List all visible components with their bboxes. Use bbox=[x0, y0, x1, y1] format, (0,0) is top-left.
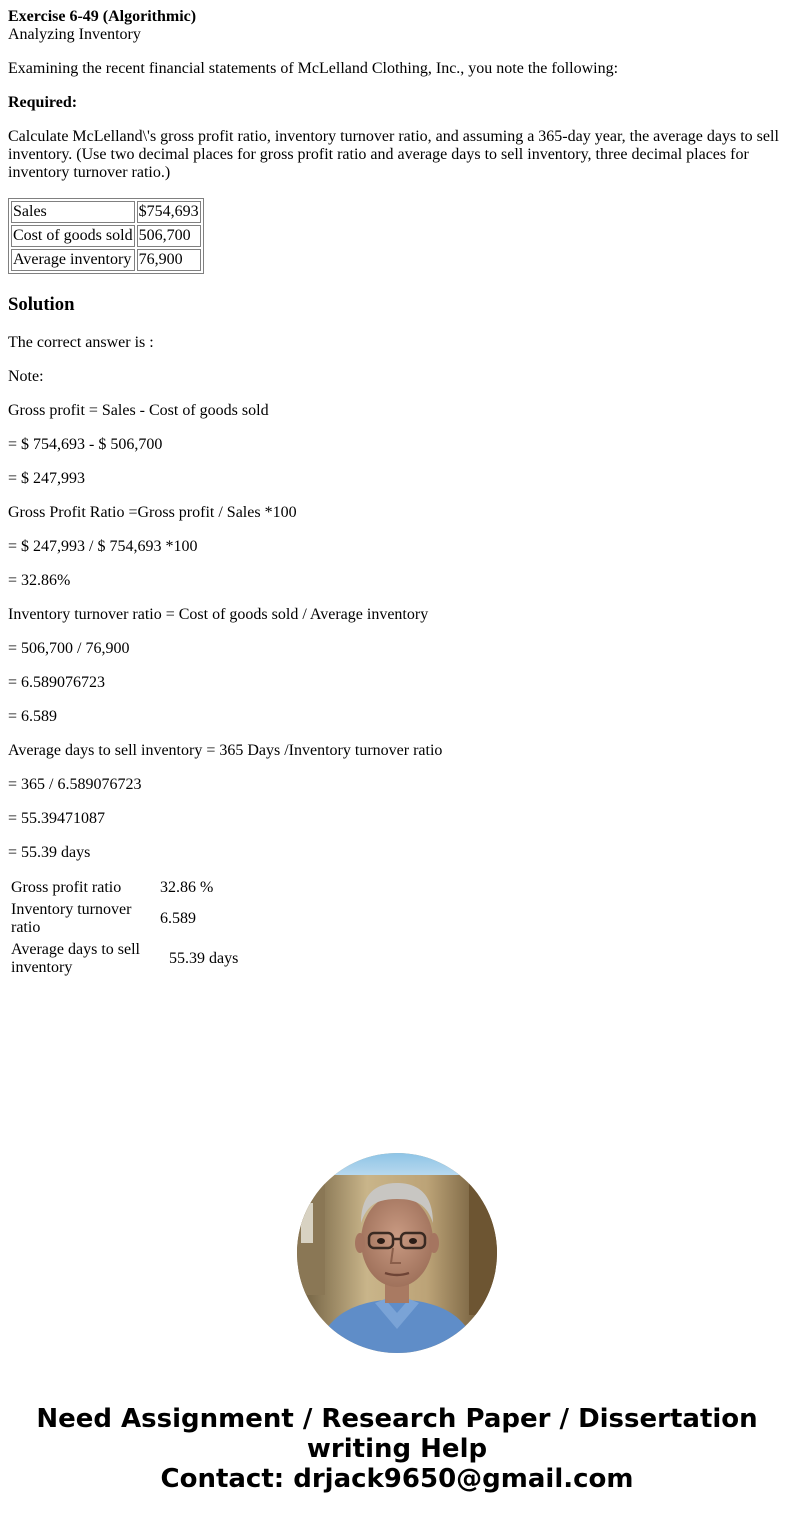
summary-label-inventory-turnover: Inventory turnover ratio bbox=[11, 901, 132, 936]
solution-line: = 55.39471087 bbox=[8, 810, 106, 827]
summary-label-gross-profit-ratio: Gross profit ratio bbox=[11, 879, 122, 896]
summary-table bbox=[8, 876, 241, 980]
given-label-avg-inventory: Average inventory bbox=[11, 249, 135, 271]
solution-line: Gross profit = Sales - Cost of goods sold bbox=[8, 402, 269, 419]
summary-label-avg-days: Average days to sell inventory bbox=[11, 941, 140, 976]
given-value-sales: $754,693 bbox=[137, 201, 201, 223]
promo-contact: Contact: drjack9650@gmail.com bbox=[160, 1464, 634, 1494]
solution-line: Note: bbox=[8, 368, 44, 385]
promo-banner bbox=[0, 1404, 794, 1494]
required-label: Required: bbox=[8, 94, 78, 111]
exercise-subtitle: Analyzing Inventory bbox=[8, 26, 141, 43]
solution-line: = 32.86% bbox=[8, 572, 71, 589]
summary-value-inventory-turnover: 6.589 bbox=[160, 910, 196, 927]
table-row bbox=[11, 225, 201, 247]
portrait-image bbox=[297, 1153, 497, 1353]
given-value-cogs: 506,700 bbox=[137, 225, 201, 247]
solution-line: = $ 247,993 bbox=[8, 470, 86, 487]
given-data-table bbox=[8, 198, 204, 274]
exercise-instructions: Calculate McLelland\'s gross profit ratio, inventory turnover ratio, and assuming a 365-day year, the average days to sell inventory. (Use two decimal places for gross profit ratio and average days to sell inventory, three decimal places for inventory turnover ratio.) bbox=[8, 128, 779, 181]
solution-line: = 506,700 / 76,900 bbox=[8, 640, 130, 657]
solution-line: = $ 247,993 / $ 754,693 *100 bbox=[8, 538, 198, 555]
summary-value-avg-days: 55.39 days bbox=[169, 950, 239, 967]
table-row bbox=[10, 940, 239, 978]
given-label-sales: Sales bbox=[11, 201, 135, 223]
solution-line: = 6.589 bbox=[8, 708, 58, 725]
exercise-intro: Examining the recent financial statements of McLelland Clothing, Inc., you note the following: bbox=[8, 60, 619, 77]
document-content bbox=[8, 8, 786, 980]
solution-line: = 365 / 6.589076723 bbox=[8, 776, 142, 793]
table-row bbox=[10, 878, 239, 898]
given-label-cogs: Cost of goods sold bbox=[11, 225, 135, 247]
given-value-avg-inventory: 76,900 bbox=[137, 249, 201, 271]
summary-value-gross-profit-ratio: 32.86 % bbox=[160, 879, 214, 896]
solution-line: Inventory turnover ratio = Cost of goods sold / Average inventory bbox=[8, 606, 429, 623]
table-row bbox=[10, 900, 239, 938]
table-row bbox=[11, 201, 201, 223]
solution-line: The correct answer is : bbox=[8, 334, 154, 351]
promo-line-1: Need Assignment / Research Paper / Dissertation bbox=[36, 1404, 758, 1434]
solution-lines bbox=[8, 334, 786, 862]
author-photo bbox=[297, 1153, 497, 1353]
exercise-title: Exercise 6-49 (Algorithmic) bbox=[8, 8, 197, 25]
solution-line: = $ 754,693 - $ 506,700 bbox=[8, 436, 163, 453]
solution-line: Average days to sell inventory = 365 Days /Inventory turnover ratio bbox=[8, 742, 443, 759]
table-row bbox=[11, 249, 201, 271]
promo-line-2: writing Help bbox=[306, 1434, 488, 1464]
solution-line: Gross Profit Ratio =Gross profit / Sales *100 bbox=[8, 504, 297, 521]
solution-heading: Solution bbox=[8, 294, 75, 315]
solution-line: = 55.39 days bbox=[8, 844, 91, 861]
solution-line: = 6.589076723 bbox=[8, 674, 106, 691]
